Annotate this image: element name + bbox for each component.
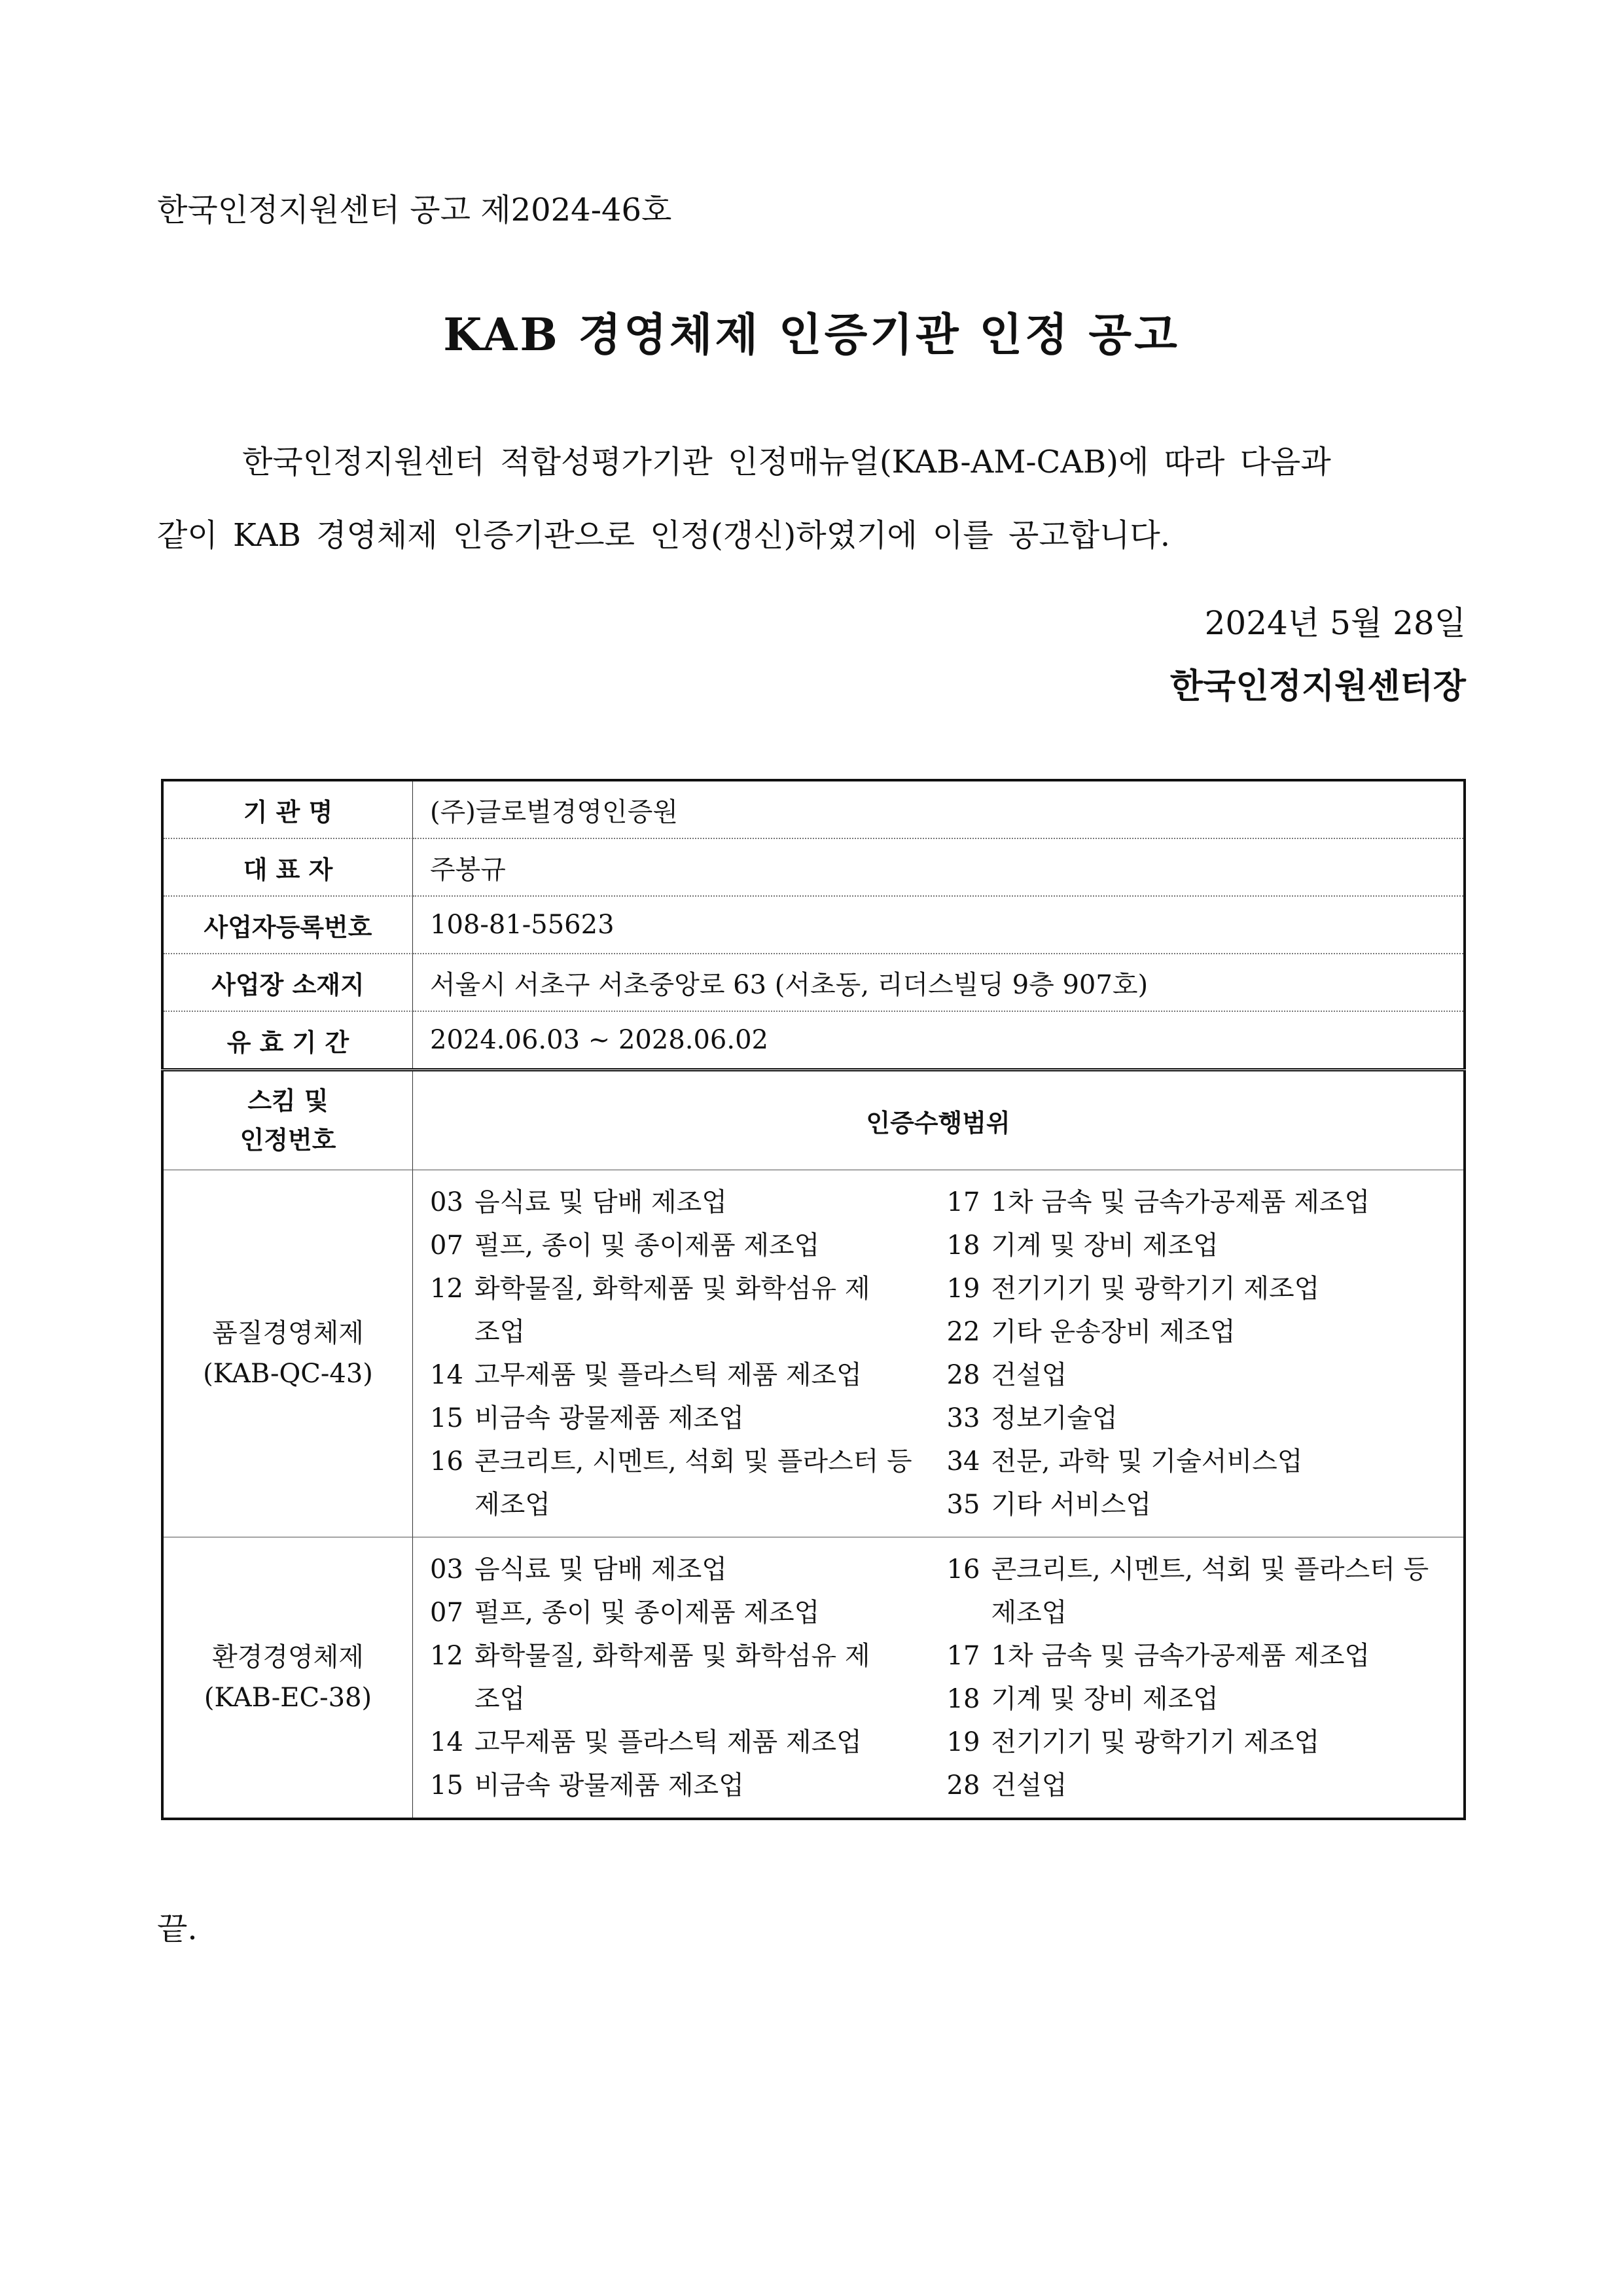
scope-cell	[413, 1537, 1465, 1820]
representative-value: 주봉규	[413, 838, 1465, 896]
scope-cell	[413, 1170, 1465, 1537]
list-item	[947, 1548, 1464, 1634]
scope-name: 음식료 및 담배 제조업	[474, 1554, 727, 1585]
scope-code: 14	[430, 1360, 463, 1390]
table-row	[162, 1011, 1465, 1070]
scope-name: 고무제품 및 플라스틱 제품 제조업	[474, 1727, 862, 1757]
scope-code: 03	[430, 1187, 463, 1217]
list-item	[947, 1310, 1464, 1354]
address-label: 사업장 소재지	[162, 954, 413, 1011]
scope-code: 03	[430, 1554, 463, 1585]
scope-header-row	[162, 1070, 1465, 1170]
scope-code: 28	[946, 1770, 980, 1801]
end-mark: 끝.	[157, 1910, 198, 1947]
scope-name: 전기기기 및 광학기기 제조업	[991, 1727, 1320, 1757]
scope-name: 1차 금속 및 금속가공제품 제조업	[991, 1641, 1370, 1671]
scope-code: 18	[946, 1684, 980, 1714]
list-item	[430, 1634, 947, 1721]
list-item	[947, 1224, 1464, 1267]
table-row	[162, 780, 1465, 838]
scope-grid	[413, 1170, 1463, 1537]
scope-name: 전기기기 및 광학기기 제조업	[991, 1274, 1320, 1304]
list-item	[430, 1548, 947, 1591]
scheme-code: (KAB-EC-38)	[204, 1683, 372, 1713]
scope-header: 인증수행범위	[413, 1070, 1465, 1170]
body-line-2: 같이 KAB 경영체제 인증기관으로 인정(갱신)하였기에 이를 공고합니다.	[157, 517, 1171, 554]
scope-name: 건설업	[991, 1770, 1067, 1801]
list-item	[430, 1224, 947, 1267]
scope-code: 12	[430, 1641, 463, 1671]
scope-name: 펄프, 종이 및 종이제품 제조업	[474, 1598, 820, 1628]
scope-code: 14	[430, 1727, 463, 1757]
scheme-row-environment	[162, 1537, 1465, 1820]
scope-code: 19	[946, 1274, 980, 1304]
org-name-value: (주)글로벌경영인증원	[413, 780, 1465, 838]
list-item	[947, 1677, 1464, 1721]
scheme-name: 환경경영체제	[212, 1642, 364, 1672]
table-row	[162, 838, 1465, 896]
body-line-1: 한국인정지원센터 적합성평가기관 인정매뉴얼(KAB-AM-CAB)에 따라 다음과	[242, 444, 1331, 480]
validity-label: 유 효 기 간	[162, 1011, 413, 1070]
scope-name: 기타 운송장비 제조업	[991, 1317, 1236, 1347]
list-item	[430, 1440, 947, 1526]
scheme-name: 품질경영체제	[212, 1318, 364, 1348]
scope-name: 정보기술업	[991, 1403, 1118, 1433]
scheme-cell	[162, 1537, 413, 1820]
scope-code: 15	[430, 1770, 463, 1801]
scope-name: 고무제품 및 플라스틱 제품 제조업	[474, 1360, 862, 1390]
scope-name: 전문, 과학 및 기술서비스업	[991, 1446, 1303, 1477]
scope-code: 16	[946, 1554, 980, 1585]
page-title: KAB 경영체제 인증기관 인정 공고	[443, 309, 1180, 361]
table-row	[162, 954, 1465, 1011]
table-row	[162, 896, 1465, 954]
scope-code: 28	[946, 1360, 980, 1390]
list-item	[947, 1397, 1464, 1440]
scope-code: 22	[946, 1317, 980, 1347]
scope-name: 비금속 광물제품 제조업	[474, 1770, 744, 1801]
scope-grid	[413, 1537, 1463, 1818]
scope-name: 음식료 및 담배 제조업	[474, 1187, 727, 1217]
scope-code: 34	[946, 1446, 980, 1477]
list-item	[947, 1354, 1464, 1397]
announcement-date: 2024년 5월 28일	[1204, 604, 1466, 642]
address-value: 서울시 서초구 서초중앙로 63 (서초동, 리더스빌딩 9층 907호)	[413, 954, 1465, 1011]
business-number-value: 108-81-55623	[413, 896, 1465, 954]
scope-name: 콘크리트, 시멘트, 석회 및 플라스터 등 제조업	[991, 1554, 1429, 1628]
list-item	[430, 1721, 947, 1764]
body-paragraph	[157, 425, 1466, 572]
scheme-header-line-1: 스킴 및	[247, 1086, 329, 1115]
issuer-name: 한국인정지원센터장	[1169, 666, 1466, 706]
list-item	[947, 1764, 1464, 1807]
scope-code: 33	[946, 1403, 980, 1433]
scope-name: 기계 및 장비 제조업	[991, 1684, 1219, 1714]
representative-label: 대 표 자	[162, 838, 413, 896]
list-item	[947, 1440, 1464, 1483]
scope-name: 펄프, 종이 및 종이제품 제조업	[474, 1230, 820, 1261]
scope-name: 기계 및 장비 제조업	[991, 1230, 1219, 1261]
scope-column-right	[947, 1548, 1464, 1807]
scope-code: 07	[430, 1598, 463, 1628]
scheme-header	[162, 1070, 413, 1170]
list-item	[430, 1397, 947, 1440]
business-number-label: 사업자등록번호	[162, 896, 413, 954]
notice-number: 한국인정지원센터 공고 제2024-46호	[157, 192, 672, 228]
list-item	[947, 1483, 1464, 1526]
scheme-code: (KAB-QC-43)	[203, 1359, 373, 1389]
list-item	[947, 1267, 1464, 1310]
validity-value: 2024.06.03 ~ 2028.06.02	[413, 1011, 1465, 1070]
scope-code: 35	[946, 1490, 980, 1520]
scope-code: 15	[430, 1403, 463, 1433]
list-item	[947, 1721, 1464, 1764]
scope-name: 1차 금속 및 금속가공제품 제조업	[991, 1187, 1370, 1217]
scope-column-left	[430, 1181, 947, 1526]
accreditation-table	[161, 779, 1466, 1820]
list-item	[430, 1181, 947, 1224]
scope-name: 비금속 광물제품 제조업	[474, 1403, 744, 1433]
scope-code: 16	[430, 1446, 463, 1477]
list-item	[947, 1181, 1464, 1224]
scheme-header-line-2: 인정번호	[240, 1126, 336, 1155]
scheme-row-quality	[162, 1170, 1465, 1537]
list-item	[430, 1267, 947, 1354]
scope-name: 화학물질, 화학제품 및 화학섬유 제조업	[474, 1274, 870, 1347]
list-item	[947, 1634, 1464, 1677]
scope-name: 기타 서비스업	[991, 1490, 1152, 1520]
org-name-label: 기 관 명	[162, 780, 413, 838]
scope-name: 콘크리트, 시멘트, 석회 및 플라스터 등 제조업	[474, 1446, 912, 1520]
list-item	[430, 1764, 947, 1807]
scope-column-right	[947, 1181, 1464, 1526]
scope-column-left	[430, 1548, 947, 1807]
scope-code: 07	[430, 1230, 463, 1261]
scope-code: 12	[430, 1274, 463, 1304]
list-item	[430, 1354, 947, 1397]
scope-name: 건설업	[991, 1360, 1067, 1390]
scope-code: 19	[946, 1727, 980, 1757]
list-item	[430, 1591, 947, 1634]
scheme-cell	[162, 1170, 413, 1537]
scope-code: 17	[946, 1187, 980, 1217]
scope-code: 18	[946, 1230, 980, 1261]
scope-name: 화학물질, 화학제품 및 화학섬유 제조업	[474, 1641, 870, 1714]
scope-code: 17	[946, 1641, 980, 1671]
